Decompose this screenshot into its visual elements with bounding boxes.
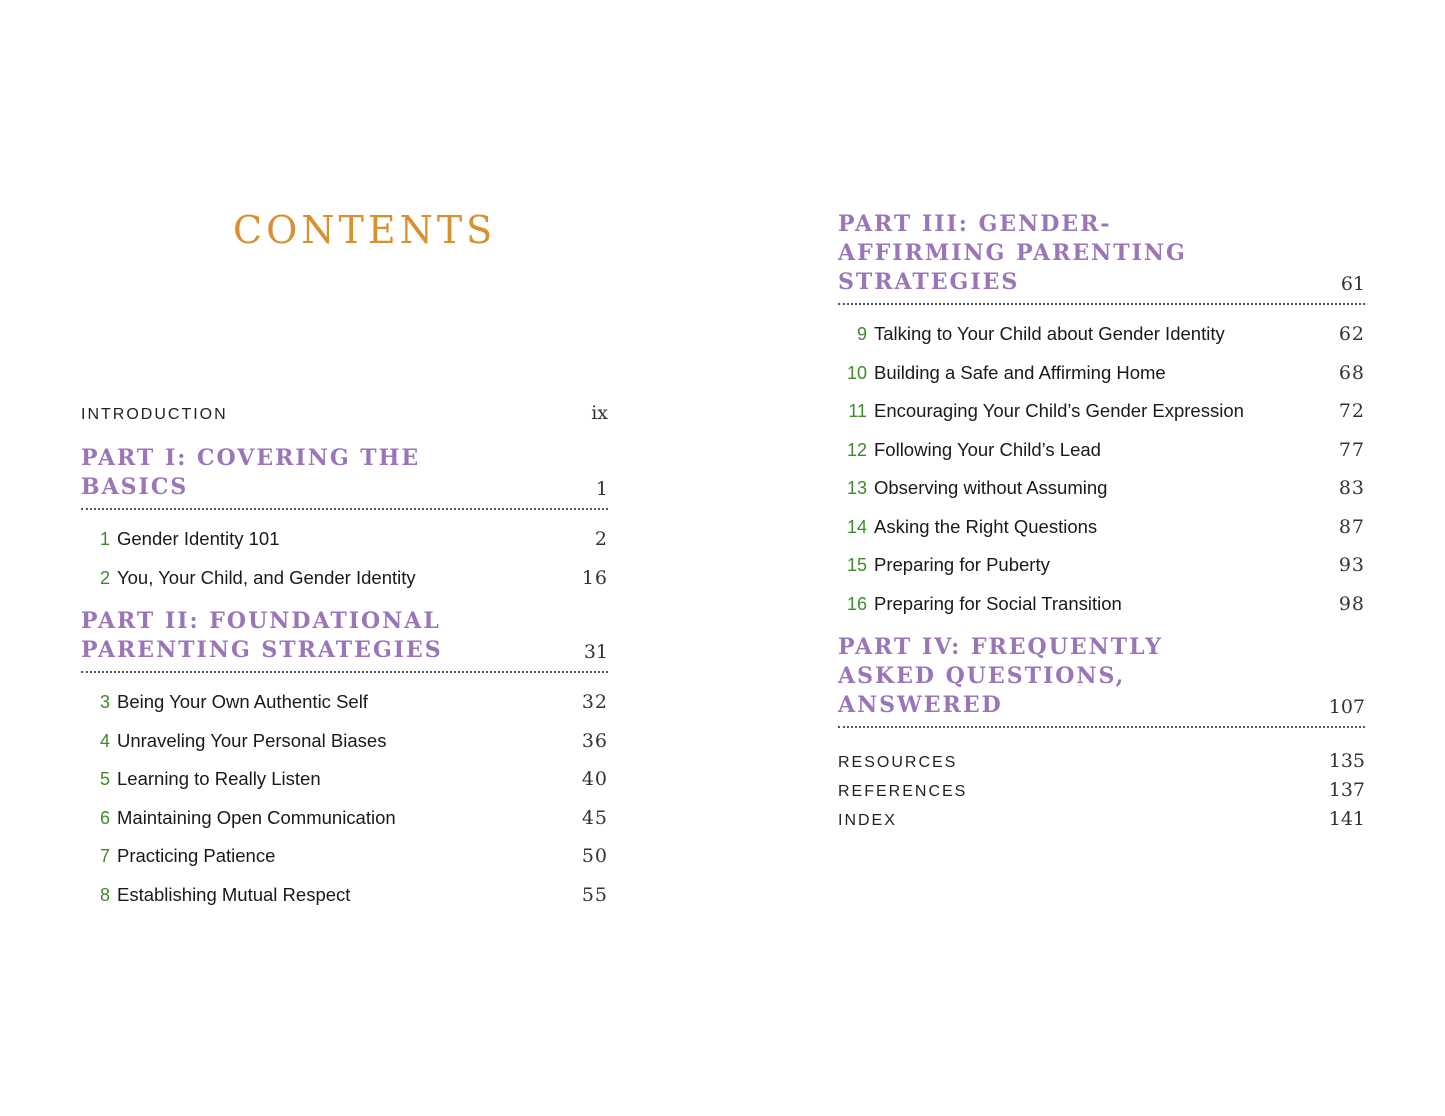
part-heading-1[interactable]	[81, 444, 608, 510]
part-heading-2[interactable]	[81, 607, 608, 673]
chapter-title: Unraveling Your Personal Biases	[117, 729, 387, 751]
chapter-number: 4	[99, 730, 110, 751]
part-title: PART IV: FREQUENTLY ASKED QUESTIONS, ANSWERED	[838, 634, 1163, 718]
toc-entry-references[interactable]	[838, 779, 1365, 808]
chapter-number: 12	[846, 439, 867, 460]
entry-page: 137	[1328, 779, 1365, 801]
chapter-entry-4[interactable]	[81, 730, 608, 769]
chapter-entry-1[interactable]	[81, 528, 608, 567]
chapter-entry-9[interactable]	[838, 323, 1365, 362]
chapter-number: 1	[99, 529, 110, 549]
chapter-number: 7	[99, 846, 110, 866]
chapter-number: 9	[856, 324, 867, 344]
toc-right-column	[838, 210, 1365, 837]
chapter-entry-7[interactable]	[81, 845, 608, 884]
chapter-number: 5	[99, 769, 110, 789]
entry-label: INDEX	[838, 812, 897, 829]
chapter-page: 93	[1338, 554, 1365, 576]
chapter-page: 55	[581, 883, 608, 906]
chapter-page: 36	[581, 729, 608, 752]
chapter-entry-3[interactable]	[81, 691, 608, 730]
chapter-entry-16[interactable]	[838, 593, 1365, 632]
chapter-title: Observing without Assuming	[874, 477, 1108, 498]
chapter-number: 8	[99, 884, 110, 905]
chapter-page: 40	[581, 768, 608, 790]
part-page: 31	[583, 641, 608, 663]
part-heading-3[interactable]	[838, 210, 1365, 305]
chapter-title: Practicing Patience	[117, 845, 276, 866]
chapter-page: 2	[594, 528, 608, 550]
chapter-title: Following Your Child’s Lead	[874, 438, 1101, 460]
part-page: 1	[595, 478, 608, 500]
chapter-list	[81, 528, 608, 605]
chapter-title: You, Your Child, and Gender Identity	[117, 566, 416, 588]
chapter-page: 50	[581, 845, 608, 867]
chapter-number: 11	[848, 401, 867, 421]
entry-label: RESOURCES	[838, 754, 958, 771]
part-heading-4[interactable]	[838, 633, 1365, 728]
chapter-number: 14	[846, 516, 867, 537]
chapter-number: 3	[99, 692, 110, 712]
chapter-title: Talking to Your Child about Gender Identity	[874, 323, 1225, 344]
chapter-number: 13	[846, 478, 867, 498]
chapter-entry-5[interactable]	[81, 768, 608, 807]
chapter-page: 87	[1338, 515, 1365, 538]
chapter-page: 62	[1338, 323, 1365, 345]
chapter-title: Preparing for Social Transition	[874, 592, 1122, 614]
chapter-title: Establishing Mutual Respect	[117, 883, 351, 905]
chapter-page: 98	[1338, 592, 1365, 615]
chapter-list	[81, 691, 608, 922]
chapter-entry-10[interactable]	[838, 362, 1365, 401]
chapter-entry-13[interactable]	[838, 477, 1365, 516]
back-matter-list	[838, 750, 1365, 837]
entry-label: INTRODUCTION	[81, 406, 228, 423]
chapter-number: 16	[846, 593, 867, 614]
chapter-title: Being Your Own Authentic Self	[117, 691, 368, 712]
chapter-page: 45	[581, 806, 608, 829]
chapter-page: 16	[581, 566, 608, 589]
chapter-title: Building a Safe and Affirming Home	[874, 361, 1166, 383]
chapter-entry-8[interactable]	[81, 884, 608, 923]
toc-left-column	[81, 402, 608, 922]
chapter-page: 72	[1338, 400, 1365, 422]
chapter-entry-2[interactable]	[81, 567, 608, 606]
chapter-number: 10	[846, 362, 867, 383]
entry-page: 141	[1328, 808, 1365, 830]
toc-entry-resources[interactable]	[838, 750, 1365, 779]
chapter-entry-12[interactable]	[838, 439, 1365, 478]
chapter-title: Maintaining Open Communication	[117, 806, 396, 828]
entry-page: 135	[1328, 750, 1365, 772]
chapter-title: Asking the Right Questions	[874, 515, 1098, 537]
chapter-entry-14[interactable]	[838, 516, 1365, 555]
entry-label: REFERENCES	[838, 783, 968, 800]
toc-entry-introduction[interactable]	[81, 402, 608, 424]
chapter-title: Learning to Really Listen	[117, 768, 321, 789]
chapter-entry-15[interactable]	[838, 554, 1365, 593]
chapter-number: 15	[846, 555, 867, 575]
chapter-number: 6	[99, 807, 110, 828]
chapter-list	[838, 323, 1365, 631]
chapter-title: Encouraging Your Child’s Gender Expression	[874, 400, 1244, 421]
chapter-entry-6[interactable]	[81, 807, 608, 846]
entry-page: ix	[591, 402, 608, 424]
part-title: PART III: GENDER-AFFIRMING PARENTING STRATEGIES	[838, 211, 1187, 295]
part-page: 61	[1340, 273, 1365, 295]
toc-entry-index[interactable]	[838, 808, 1365, 837]
chapter-page: 83	[1338, 477, 1365, 499]
chapter-page: 32	[581, 691, 608, 713]
chapter-page: 77	[1338, 438, 1365, 461]
chapter-entry-11[interactable]	[838, 400, 1365, 439]
chapter-page: 68	[1338, 361, 1365, 384]
chapter-title: Gender Identity 101	[117, 528, 280, 549]
contents-title: CONTENTS	[233, 208, 497, 252]
part-page: 107	[1328, 696, 1365, 718]
chapter-title: Preparing for Puberty	[874, 554, 1050, 575]
chapter-number: 2	[99, 567, 110, 588]
part-title: PART II: FOUNDATIONAL PARENTING STRATEGIES	[81, 608, 443, 663]
part-title: PART I: COVERING THE BASICS	[81, 445, 421, 500]
